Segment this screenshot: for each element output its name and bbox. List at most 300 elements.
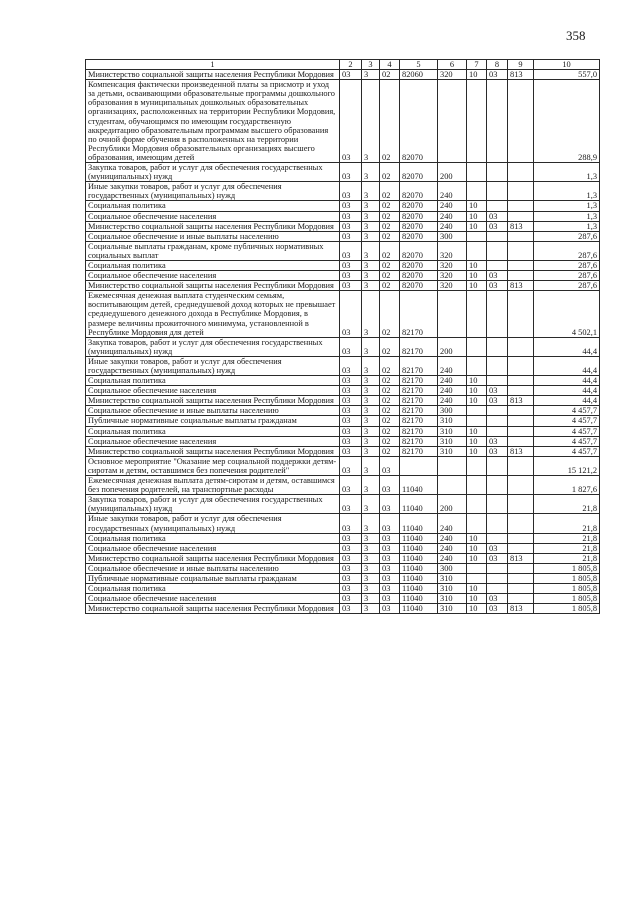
cell-amount: 44,4 bbox=[534, 376, 600, 386]
cell-grbs-code bbox=[508, 271, 534, 281]
cell-grbs: 03 bbox=[340, 201, 362, 211]
cell-vr: 320 bbox=[438, 281, 467, 291]
cell-name: Основное мероприятие "Оказание мер социальной поддержки детям-сиротам и детям, оставшимся без попечения родителей" bbox=[86, 456, 340, 475]
cell-grbs-code bbox=[508, 163, 534, 182]
cell-program: 3 bbox=[362, 543, 380, 553]
cell-grbs-code bbox=[508, 584, 534, 594]
cell-amount: 1,3 bbox=[534, 182, 600, 201]
table-row bbox=[86, 426, 600, 436]
cell-grbs-code bbox=[508, 291, 534, 337]
cell-subsection: 03 bbox=[487, 594, 508, 604]
cell-direction: 82170 bbox=[400, 386, 438, 396]
cell-subsection bbox=[487, 337, 508, 356]
header-cell-4: 4 bbox=[380, 60, 400, 70]
cell-program: 3 bbox=[362, 594, 380, 604]
cell-name: Публичные нормативные социальные выплаты гражданам bbox=[86, 573, 340, 583]
cell-amount: 1 827,6 bbox=[534, 476, 600, 495]
cell-subsection bbox=[487, 584, 508, 594]
cell-direction: 82170 bbox=[400, 446, 438, 456]
cell-subprogram: 03 bbox=[380, 584, 400, 594]
cell-section bbox=[467, 573, 487, 583]
cell-program: 3 bbox=[362, 495, 380, 514]
cell-grbs-code bbox=[508, 376, 534, 386]
cell-amount: 21,8 bbox=[534, 514, 600, 533]
cell-amount: 1,3 bbox=[534, 221, 600, 231]
cell-grbs-code bbox=[508, 476, 534, 495]
cell-grbs: 03 bbox=[340, 337, 362, 356]
cell-direction: 11040 bbox=[400, 495, 438, 514]
cell-program: 3 bbox=[362, 396, 380, 406]
cell-subsection bbox=[487, 563, 508, 573]
cell-grbs-code: 813 bbox=[508, 553, 534, 563]
cell-subprogram: 02 bbox=[380, 396, 400, 406]
cell-grbs-code bbox=[508, 80, 534, 163]
cell-vr bbox=[438, 456, 467, 475]
cell-vr bbox=[438, 476, 467, 495]
cell-grbs-code bbox=[508, 594, 534, 604]
cell-program: 3 bbox=[362, 182, 380, 201]
cell-section: 10 bbox=[467, 584, 487, 594]
table-row bbox=[86, 70, 600, 80]
cell-name: Социальная политика bbox=[86, 376, 340, 386]
cell-name: Социальное обеспечение населения bbox=[86, 436, 340, 446]
cell-program: 3 bbox=[362, 446, 380, 456]
cell-grbs-code bbox=[508, 456, 534, 475]
cell-grbs-code bbox=[508, 426, 534, 436]
cell-vr: 240 bbox=[438, 376, 467, 386]
cell-direction: 82170 bbox=[400, 356, 438, 375]
cell-amount: 1,3 bbox=[534, 201, 600, 211]
cell-vr: 320 bbox=[438, 70, 467, 80]
cell-grbs: 03 bbox=[340, 553, 362, 563]
cell-grbs-code bbox=[508, 337, 534, 356]
cell-amount: 1,3 bbox=[534, 211, 600, 221]
header-cell-1: 1 bbox=[86, 60, 340, 70]
cell-name: Социальные выплаты гражданам, кроме публичных нормативных социальных выплат bbox=[86, 241, 340, 260]
cell-name: Министерство социальной защиты населения Республики Мордовия bbox=[86, 70, 340, 80]
cell-program: 3 bbox=[362, 163, 380, 182]
cell-vr: 240 bbox=[438, 396, 467, 406]
cell-subsection bbox=[487, 416, 508, 426]
cell-grbs: 03 bbox=[340, 231, 362, 241]
cell-grbs-code bbox=[508, 416, 534, 426]
cell-grbs-code: 813 bbox=[508, 396, 534, 406]
cell-section bbox=[467, 291, 487, 337]
cell-grbs-code bbox=[508, 543, 534, 553]
cell-vr: 240 bbox=[438, 211, 467, 221]
cell-program: 3 bbox=[362, 456, 380, 475]
cell-subprogram: 02 bbox=[380, 80, 400, 163]
cell-amount: 44,4 bbox=[534, 396, 600, 406]
cell-amount: 1,3 bbox=[534, 163, 600, 182]
cell-grbs-code bbox=[508, 386, 534, 396]
cell-vr bbox=[438, 80, 467, 163]
cell-name: Иные закупки товаров, работ и услуг для обеспечения государственных (муниципальных) нужд bbox=[86, 356, 340, 375]
cell-subprogram: 02 bbox=[380, 163, 400, 182]
cell-subsection bbox=[487, 495, 508, 514]
cell-name: Социальное обеспечение и иные выплаты населению bbox=[86, 563, 340, 573]
cell-grbs-code bbox=[508, 260, 534, 270]
table-row bbox=[86, 386, 600, 396]
cell-program: 3 bbox=[362, 386, 380, 396]
cell-vr: 310 bbox=[438, 416, 467, 426]
cell-grbs: 03 bbox=[340, 436, 362, 446]
cell-subsection bbox=[487, 80, 508, 163]
header-cell-8: 8 bbox=[487, 60, 508, 70]
cell-section bbox=[467, 80, 487, 163]
cell-vr: 310 bbox=[438, 584, 467, 594]
cell-direction: 82070 bbox=[400, 241, 438, 260]
cell-section bbox=[467, 495, 487, 514]
cell-grbs: 03 bbox=[340, 241, 362, 260]
cell-grbs: 03 bbox=[340, 476, 362, 495]
cell-amount: 1 805,8 bbox=[534, 604, 600, 614]
table-row bbox=[86, 594, 600, 604]
table-row bbox=[86, 533, 600, 543]
cell-direction: 82170 bbox=[400, 406, 438, 416]
cell-vr: 300 bbox=[438, 563, 467, 573]
cell-program: 3 bbox=[362, 406, 380, 416]
cell-direction: 11040 bbox=[400, 533, 438, 543]
cell-subprogram: 02 bbox=[380, 416, 400, 426]
cell-grbs-code bbox=[508, 201, 534, 211]
cell-program: 3 bbox=[362, 337, 380, 356]
cell-direction: 82070 bbox=[400, 201, 438, 211]
cell-name: Закупка товаров, работ и услуг для обеспечения государственных (муниципальных) нужд bbox=[86, 163, 340, 182]
cell-subprogram: 03 bbox=[380, 563, 400, 573]
cell-program: 3 bbox=[362, 281, 380, 291]
cell-section: 10 bbox=[467, 260, 487, 270]
cell-amount: 44,4 bbox=[534, 386, 600, 396]
cell-name: Иные закупки товаров, работ и услуг для обеспечения государственных (муниципальных) нужд bbox=[86, 182, 340, 201]
cell-subsection bbox=[487, 406, 508, 416]
cell-amount: 21,8 bbox=[534, 495, 600, 514]
cell-subsection: 03 bbox=[487, 436, 508, 446]
cell-amount: 4 457,7 bbox=[534, 406, 600, 416]
cell-program: 3 bbox=[362, 563, 380, 573]
cell-section bbox=[467, 416, 487, 426]
cell-section: 10 bbox=[467, 281, 487, 291]
cell-direction: 11040 bbox=[400, 553, 438, 563]
table-row bbox=[86, 573, 600, 583]
cell-vr: 310 bbox=[438, 446, 467, 456]
cell-subsection bbox=[487, 163, 508, 182]
cell-amount: 287,6 bbox=[534, 231, 600, 241]
page-number: 358 bbox=[566, 28, 586, 43]
cell-name: Социальная политика bbox=[86, 201, 340, 211]
table-row bbox=[86, 80, 600, 163]
header-cell-9: 9 bbox=[508, 60, 534, 70]
table-row bbox=[86, 456, 600, 475]
cell-subsection bbox=[487, 573, 508, 583]
cell-direction: 82170 bbox=[400, 426, 438, 436]
cell-direction: 82070 bbox=[400, 281, 438, 291]
cell-section bbox=[467, 182, 487, 201]
cell-grbs: 03 bbox=[340, 446, 362, 456]
budget-table bbox=[85, 59, 600, 614]
cell-grbs: 03 bbox=[340, 416, 362, 426]
cell-subsection: 03 bbox=[487, 553, 508, 563]
cell-amount: 287,6 bbox=[534, 281, 600, 291]
cell-grbs-code: 813 bbox=[508, 446, 534, 456]
cell-name: Министерство социальной защиты населения Республики Мордовия bbox=[86, 396, 340, 406]
cell-grbs: 03 bbox=[340, 456, 362, 475]
cell-direction bbox=[400, 456, 438, 475]
cell-name: Министерство социальной защиты населения Республики Мордовия bbox=[86, 221, 340, 231]
cell-subprogram: 02 bbox=[380, 271, 400, 281]
cell-amount: 44,4 bbox=[534, 356, 600, 375]
cell-section: 10 bbox=[467, 396, 487, 406]
cell-vr: 320 bbox=[438, 260, 467, 270]
table-row bbox=[86, 416, 600, 426]
cell-name: Социальная политика bbox=[86, 260, 340, 270]
cell-program: 3 bbox=[362, 584, 380, 594]
cell-direction: 11040 bbox=[400, 604, 438, 614]
cell-name: Социальная политика bbox=[86, 584, 340, 594]
cell-grbs: 03 bbox=[340, 70, 362, 80]
cell-program: 3 bbox=[362, 416, 380, 426]
table-row bbox=[86, 495, 600, 514]
cell-name: Социальная политика bbox=[86, 426, 340, 436]
table-row bbox=[86, 221, 600, 231]
cell-subprogram: 03 bbox=[380, 604, 400, 614]
cell-vr: 240 bbox=[438, 543, 467, 553]
cell-vr: 200 bbox=[438, 495, 467, 514]
cell-program: 3 bbox=[362, 573, 380, 583]
cell-subprogram: 03 bbox=[380, 543, 400, 553]
cell-vr: 240 bbox=[438, 553, 467, 563]
cell-section bbox=[467, 163, 487, 182]
cell-section: 10 bbox=[467, 386, 487, 396]
cell-program: 3 bbox=[362, 70, 380, 80]
cell-section: 10 bbox=[467, 201, 487, 211]
cell-name: Социальная политика bbox=[86, 533, 340, 543]
cell-name: Социальное обеспечение населения bbox=[86, 543, 340, 553]
cell-subprogram: 02 bbox=[380, 182, 400, 201]
cell-grbs-code: 813 bbox=[508, 70, 534, 80]
table-row bbox=[86, 406, 600, 416]
cell-name: Министерство социальной защиты населения Республики Мордовия bbox=[86, 604, 340, 614]
cell-direction: 82070 bbox=[400, 271, 438, 281]
cell-program: 3 bbox=[362, 260, 380, 270]
cell-grbs-code bbox=[508, 356, 534, 375]
cell-direction: 11040 bbox=[400, 514, 438, 533]
cell-name: Министерство социальной защиты населения Республики Мордовия bbox=[86, 446, 340, 456]
cell-program: 3 bbox=[362, 426, 380, 436]
table-row bbox=[86, 543, 600, 553]
cell-section bbox=[467, 406, 487, 416]
cell-amount: 4 457,7 bbox=[534, 436, 600, 446]
cell-grbs: 03 bbox=[340, 281, 362, 291]
header-cell-3: 3 bbox=[362, 60, 380, 70]
cell-subsection bbox=[487, 376, 508, 386]
cell-direction: 82070 bbox=[400, 182, 438, 201]
cell-grbs-code bbox=[508, 533, 534, 543]
table-row bbox=[86, 514, 600, 533]
cell-subsection bbox=[487, 241, 508, 260]
cell-amount: 4 457,7 bbox=[534, 426, 600, 436]
cell-vr: 310 bbox=[438, 573, 467, 583]
table-row bbox=[86, 584, 600, 594]
cell-name: Закупка товаров, работ и услуг для обеспечения государственных (муниципальных) нужд bbox=[86, 337, 340, 356]
cell-amount: 1 805,8 bbox=[534, 563, 600, 573]
cell-grbs-code bbox=[508, 514, 534, 533]
table-row bbox=[86, 396, 600, 406]
cell-subsection bbox=[487, 533, 508, 543]
cell-direction: 82070 bbox=[400, 221, 438, 231]
table-row bbox=[86, 241, 600, 260]
cell-subsection bbox=[487, 201, 508, 211]
cell-vr bbox=[438, 291, 467, 337]
cell-amount: 21,8 bbox=[534, 553, 600, 563]
cell-subsection bbox=[487, 476, 508, 495]
cell-grbs-code bbox=[508, 231, 534, 241]
table-row bbox=[86, 436, 600, 446]
cell-subprogram: 03 bbox=[380, 594, 400, 604]
cell-vr: 240 bbox=[438, 356, 467, 375]
cell-name: Социальное обеспечение и иные выплаты населению bbox=[86, 231, 340, 241]
cell-name: Ежемесячная денежная выплата детям-сиротам и детям, оставшимся без попечения родителей, на транспортные расходы bbox=[86, 476, 340, 495]
cell-subprogram: 03 bbox=[380, 456, 400, 475]
cell-direction: 11040 bbox=[400, 573, 438, 583]
cell-vr: 240 bbox=[438, 533, 467, 543]
cell-section: 10 bbox=[467, 376, 487, 386]
cell-program: 3 bbox=[362, 80, 380, 163]
cell-subprogram: 02 bbox=[380, 241, 400, 260]
cell-grbs: 03 bbox=[340, 386, 362, 396]
header-cell-7: 7 bbox=[467, 60, 487, 70]
cell-vr: 310 bbox=[438, 594, 467, 604]
table-row bbox=[86, 476, 600, 495]
cell-section: 10 bbox=[467, 211, 487, 221]
header-cell-10: 10 bbox=[534, 60, 600, 70]
cell-vr: 310 bbox=[438, 604, 467, 614]
cell-name: Социальное обеспечение и иные выплаты населению bbox=[86, 406, 340, 416]
cell-vr: 240 bbox=[438, 182, 467, 201]
cell-subsection bbox=[487, 231, 508, 241]
table-row bbox=[86, 271, 600, 281]
cell-program: 3 bbox=[362, 553, 380, 563]
cell-subprogram: 03 bbox=[380, 533, 400, 543]
cell-vr: 240 bbox=[438, 201, 467, 211]
cell-subprogram: 02 bbox=[380, 211, 400, 221]
cell-name: Министерство социальной защиты населения Республики Мордовия bbox=[86, 281, 340, 291]
cell-amount: 15 121,2 bbox=[534, 456, 600, 475]
cell-direction: 82170 bbox=[400, 376, 438, 386]
cell-subprogram: 02 bbox=[380, 386, 400, 396]
cell-subsection bbox=[487, 356, 508, 375]
cell-grbs: 03 bbox=[340, 221, 362, 231]
cell-program: 3 bbox=[362, 271, 380, 281]
cell-grbs: 03 bbox=[340, 260, 362, 270]
cell-direction: 82170 bbox=[400, 396, 438, 406]
cell-grbs-code bbox=[508, 211, 534, 221]
cell-grbs: 03 bbox=[340, 376, 362, 386]
cell-amount: 21,8 bbox=[534, 533, 600, 543]
cell-subprogram: 02 bbox=[380, 446, 400, 456]
cell-grbs-code bbox=[508, 406, 534, 416]
cell-section: 10 bbox=[467, 543, 487, 553]
cell-name: Социальное обеспечение населения bbox=[86, 271, 340, 281]
table-row bbox=[86, 563, 600, 573]
cell-subprogram: 02 bbox=[380, 426, 400, 436]
cell-direction: 82070 bbox=[400, 80, 438, 163]
table-row bbox=[86, 604, 600, 614]
cell-grbs-code bbox=[508, 182, 534, 201]
cell-subsection bbox=[487, 291, 508, 337]
cell-grbs-code bbox=[508, 563, 534, 573]
cell-direction: 11040 bbox=[400, 476, 438, 495]
cell-subsection bbox=[487, 182, 508, 201]
cell-program: 3 bbox=[362, 356, 380, 375]
cell-subsection bbox=[487, 514, 508, 533]
cell-direction: 82070 bbox=[400, 260, 438, 270]
cell-vr: 240 bbox=[438, 221, 467, 231]
cell-direction: 82170 bbox=[400, 416, 438, 426]
cell-direction: 82070 bbox=[400, 231, 438, 241]
table-row bbox=[86, 553, 600, 563]
cell-subsection bbox=[487, 426, 508, 436]
cell-subprogram: 02 bbox=[380, 231, 400, 241]
cell-section: 10 bbox=[467, 271, 487, 281]
cell-grbs: 03 bbox=[340, 356, 362, 375]
cell-program: 3 bbox=[362, 221, 380, 231]
cell-direction: 82170 bbox=[400, 436, 438, 446]
cell-section: 10 bbox=[467, 70, 487, 80]
cell-section bbox=[467, 456, 487, 475]
cell-vr: 200 bbox=[438, 337, 467, 356]
cell-direction: 82170 bbox=[400, 291, 438, 337]
cell-grbs-code bbox=[508, 241, 534, 260]
cell-section: 10 bbox=[467, 446, 487, 456]
cell-program: 3 bbox=[362, 376, 380, 386]
cell-grbs-code: 813 bbox=[508, 281, 534, 291]
cell-grbs: 03 bbox=[340, 182, 362, 201]
cell-section bbox=[467, 241, 487, 260]
header-cell-2: 2 bbox=[340, 60, 362, 70]
cell-subprogram: 02 bbox=[380, 281, 400, 291]
cell-subsection: 03 bbox=[487, 221, 508, 231]
cell-program: 3 bbox=[362, 533, 380, 543]
cell-program: 3 bbox=[362, 241, 380, 260]
cell-grbs: 03 bbox=[340, 291, 362, 337]
cell-grbs-code bbox=[508, 436, 534, 446]
cell-direction: 82070 bbox=[400, 211, 438, 221]
cell-amount: 287,6 bbox=[534, 260, 600, 270]
cell-grbs: 03 bbox=[340, 495, 362, 514]
cell-grbs: 03 bbox=[340, 584, 362, 594]
cell-section bbox=[467, 356, 487, 375]
cell-name: Публичные нормативные социальные выплаты гражданам bbox=[86, 416, 340, 426]
cell-vr: 310 bbox=[438, 426, 467, 436]
cell-section bbox=[467, 231, 487, 241]
cell-subprogram: 02 bbox=[380, 376, 400, 386]
cell-section bbox=[467, 563, 487, 573]
cell-subsection: 03 bbox=[487, 211, 508, 221]
cell-subprogram: 02 bbox=[380, 201, 400, 211]
cell-subsection: 03 bbox=[487, 281, 508, 291]
cell-grbs-code bbox=[508, 573, 534, 583]
cell-section bbox=[467, 476, 487, 495]
cell-name: Социальное обеспечение населения bbox=[86, 211, 340, 221]
cell-vr: 320 bbox=[438, 271, 467, 281]
cell-subsection: 03 bbox=[487, 396, 508, 406]
cell-amount: 4 502,1 bbox=[534, 291, 600, 337]
table-row bbox=[86, 376, 600, 386]
table-row bbox=[86, 163, 600, 182]
cell-name: Социальное обеспечение населения bbox=[86, 594, 340, 604]
cell-grbs: 03 bbox=[340, 163, 362, 182]
